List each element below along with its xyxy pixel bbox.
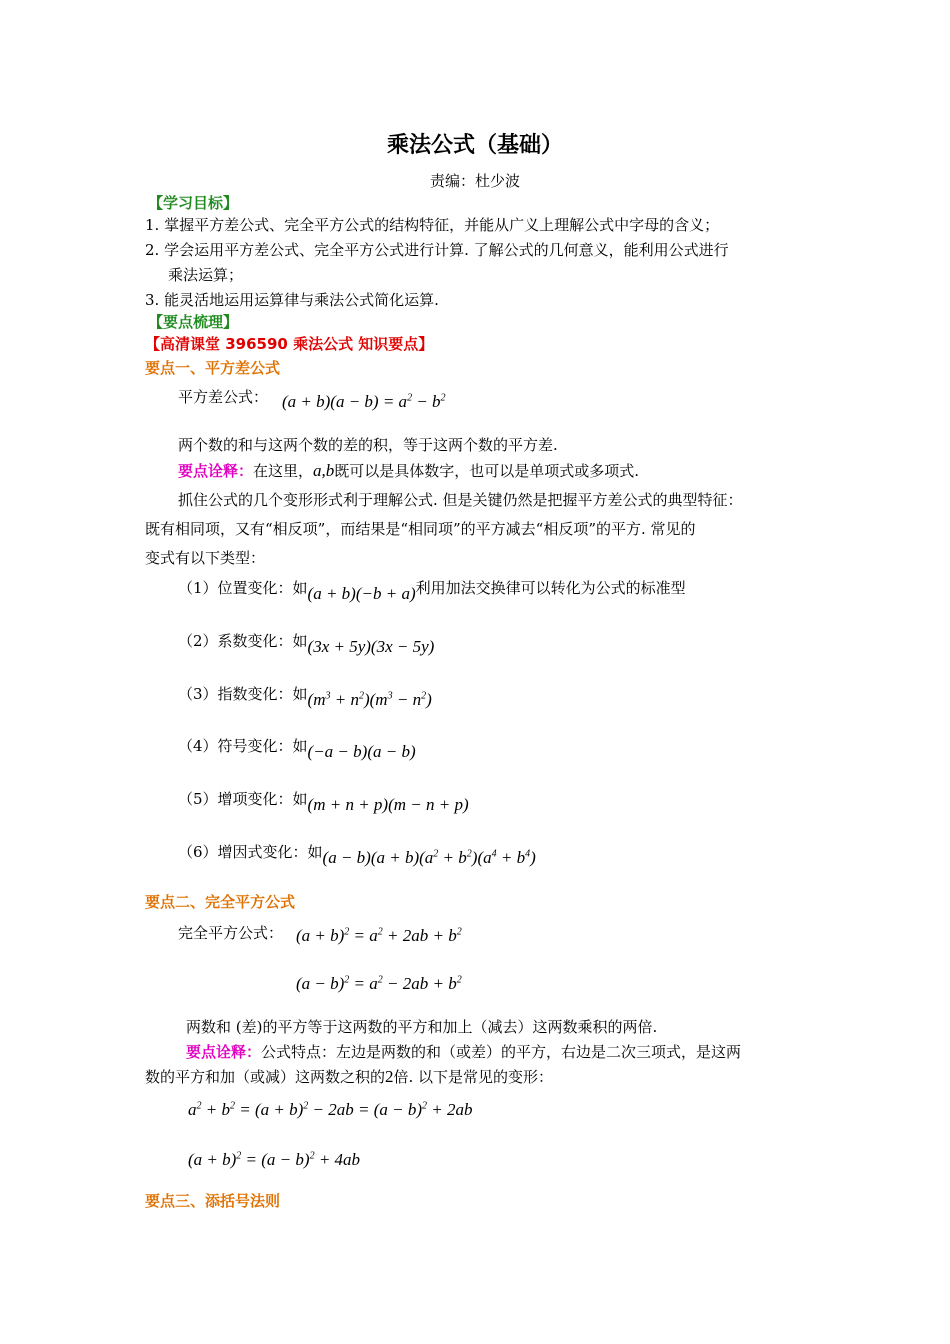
difference-of-squares-formula: $(a + b)(a - b) = a^2 - b^2$ bbox=[282, 392, 446, 411]
point2-note-label: 要点诠释： bbox=[186, 1043, 262, 1061]
variant-1-label: （1）位置变化：如 bbox=[178, 579, 308, 597]
variant-1 bbox=[178, 577, 686, 604]
point2-heading: 要点二、完全平方公式 bbox=[145, 893, 296, 911]
variant-4-expression: (−a − b)(a − b) bbox=[307, 742, 416, 761]
point1-description: 两个数的和与这两个数的差的积，等于这两个数的平方差. bbox=[178, 436, 558, 454]
square-of-difference-formula: $(a - b)^2 = a^2 - 2ab + b^2$ bbox=[296, 974, 462, 993]
point1-note-vars: a,b bbox=[313, 461, 335, 480]
point3-heading: 要点三、添括号法则 bbox=[145, 1192, 281, 1210]
point2-note-line-1 bbox=[186, 1041, 741, 1062]
point1-note-label: 要点诠释： bbox=[178, 462, 254, 480]
variant-formula-2: $(a + b)^2 = (a - b)^2 + 4ab$ bbox=[188, 1150, 361, 1169]
variant-5 bbox=[178, 788, 469, 815]
point2-note-line-2-after: 倍. 以下是常见的变形： bbox=[393, 1068, 554, 1086]
objective-item-3: 3. 能灵活地运用运算律与乘法公式简化运算. bbox=[145, 291, 439, 309]
objective-item-1: 1. 掌握平方差公式、完全平方公式的结构特征，并能从广义上理解公式中字母的含义； bbox=[145, 216, 720, 234]
point1-formula-label: 平方差公式： bbox=[178, 388, 269, 406]
point2-note-line-2-before: 数的平方和加（或减）这两数之积的 bbox=[145, 1068, 386, 1086]
variant-2 bbox=[178, 630, 434, 657]
variant-1-suffix: 利用加法交换律可以转化为公式的标准型 bbox=[415, 579, 686, 597]
objectives-heading: 【学习目标】 bbox=[148, 194, 239, 212]
square-of-sum-formula: $(a + b)^2 = a^2 + 2ab + b^2$ bbox=[296, 926, 462, 945]
variant-6 bbox=[178, 841, 536, 868]
video-link[interactable]: 【高清课堂 396590 乘法公式 知识要点】 bbox=[145, 335, 434, 353]
point1-paragraph-2: 既有相同项，又有“相反项”，而结果是“相同项”的平方减去“相反项”的平方. 常见的 bbox=[145, 520, 696, 538]
point1-paragraph-3: 变式有以下类型： bbox=[145, 549, 266, 567]
summary-heading: 【要点梳理】 bbox=[148, 313, 239, 331]
variant-5-expression: (m + n + p)(m − n + p) bbox=[307, 795, 469, 814]
variant-6-expression: $(a - b)(a + b)(a^2 + b^2)(a^4 + b^4)$ bbox=[322, 848, 536, 867]
variant-5-label: （5）增项变化：如 bbox=[178, 790, 308, 808]
point1-note-text-before: 在这里， bbox=[253, 462, 314, 480]
objective-item-2-cont: 乘法运算； bbox=[168, 266, 244, 284]
variant-3-label: （3）指数变化：如 bbox=[178, 685, 308, 703]
variant-2-expression: (3x + 5y)(3x − 5y) bbox=[307, 637, 435, 656]
point2-note-number: 2 bbox=[385, 1067, 394, 1086]
editor-line: 责编：杜少波 bbox=[429, 172, 520, 190]
point1-heading: 要点一、平方差公式 bbox=[145, 359, 281, 377]
variant-6-label: （6）增因式变化：如 bbox=[178, 843, 323, 861]
point2-description: 两数和 (差)的平方等于这两数的平方和加上（减去）这两数乘积的两倍. bbox=[186, 1018, 658, 1036]
variant-4-label: （4）符号变化：如 bbox=[178, 737, 308, 755]
document-title: 乘法公式（基础） bbox=[386, 132, 563, 158]
variant-3-expression: $(m^3 + n^2)(m^3 - n^2)$ bbox=[307, 690, 432, 709]
variant-3 bbox=[178, 683, 432, 710]
point1-note-text-after: 既可以是具体数字，也可以是单项式或多项式. bbox=[334, 462, 640, 480]
variant-4 bbox=[178, 735, 416, 762]
objective-item-2: 2. 学会运用平方差公式、完全平方公式进行计算. 了解公式的几何意义，能利用公式进行 bbox=[145, 241, 729, 259]
point1-paragraph-1: 抓住公式的几个变形形式利于理解公式. 但是关键仍然是把握平方差公式的典型特征： bbox=[178, 491, 743, 509]
variant-1-expression: (a + b)(−b + a) bbox=[307, 584, 416, 603]
point2-note-line-2 bbox=[145, 1066, 553, 1087]
point1-note bbox=[178, 460, 639, 481]
variant-formula-1: $a^2 + b^2 = (a + b)^2 - 2ab = (a - b)^2 + 2ab$ bbox=[188, 1100, 473, 1119]
point2-note-text: 公式特点：左边是两数的和（或差）的平方，右边是二次三项式，是这两 bbox=[261, 1043, 742, 1061]
variant-2-label: （2）系数变化：如 bbox=[178, 632, 308, 650]
point2-formula-label: 完全平方公式： bbox=[178, 924, 284, 942]
